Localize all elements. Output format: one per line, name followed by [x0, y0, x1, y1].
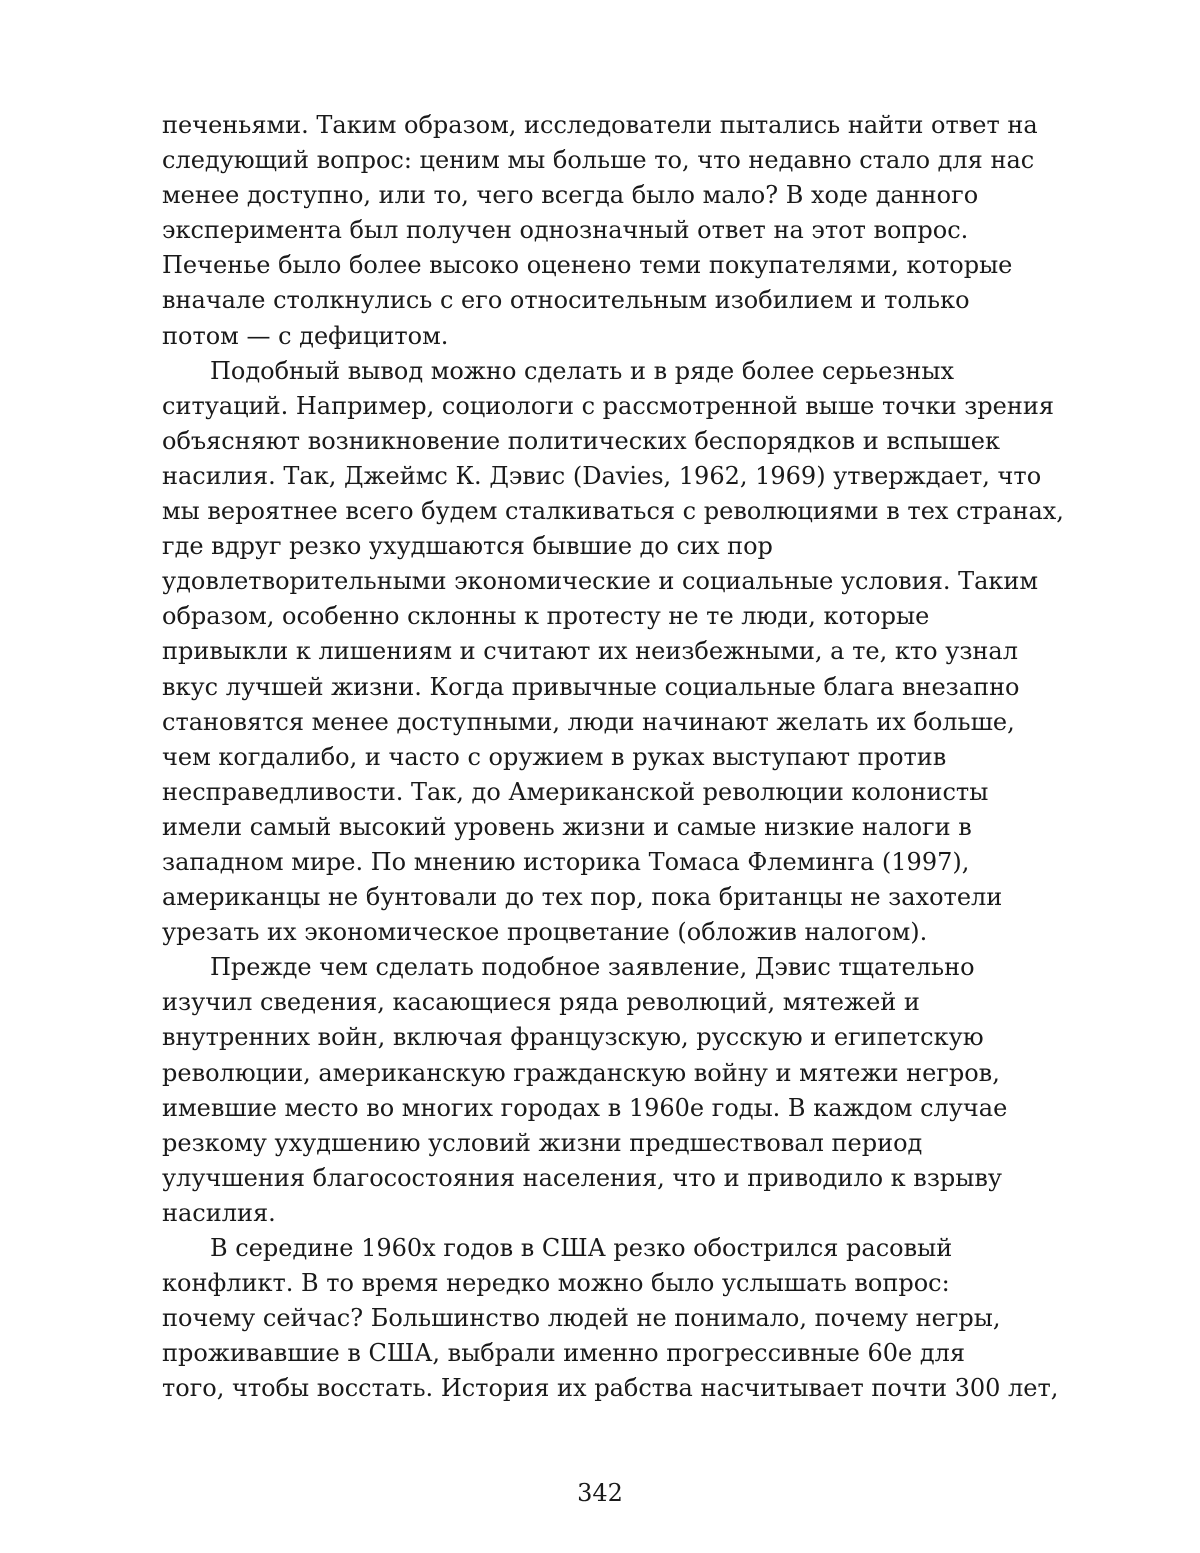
text-line: почему сейчас? Большинство людей не понимало, почему негры,	[162, 1304, 1001, 1333]
text-line: западном мире. По мнению историка Томаса Флеминга (1997),	[162, 847, 970, 876]
text-line: проживавшие в США, выбрали именно прогрессивные 60е для	[162, 1339, 966, 1368]
text-line: менее доступно, или то, чего всегда было мало? В ходе данного	[162, 181, 979, 210]
page-number: 342	[577, 1479, 623, 1507]
text-line: американцы не бунтовали до тех пор, пока британцы не захотели	[162, 883, 1003, 912]
text-line: где вдруг резко ухудшаются бывшие до сих пор	[162, 532, 773, 561]
text-line: того, чтобы восстать. История их рабства насчитывает почти 300 лет,	[162, 1374, 1059, 1403]
text-line: привыкли к лишениям и считают их неизбежными, а те, кто узнал	[162, 637, 1018, 666]
text-line: Подобный вывод можно сделать и в ряде более серьезных	[210, 356, 955, 385]
text-line: мы вероятнее всего будем сталкиваться с революциями в тех странах,	[162, 497, 1064, 526]
text-line: эксперимента был получен однозначный ответ на этот вопрос.	[162, 216, 969, 245]
text-line: улучшения благосостояния населения, что и приводило к взрыву	[162, 1163, 1002, 1192]
text-line: изучил сведения, касающиеся ряда революций, мятежей и	[162, 988, 920, 1017]
text-line: объясняют возникновение политических беспорядков и вспышек	[162, 426, 1000, 455]
text-line: имели самый высокий уровень жизни и самые низкие налоги в	[162, 812, 972, 841]
text-line: имевшие место во многих городах в 1960е годы. В каждом случае	[162, 1093, 1008, 1122]
text-line: революции, американскую гражданскую войну и мятежи негров,	[162, 1058, 1000, 1087]
text-line: В середине 1960х годов в США резко обострился расовый	[210, 1234, 953, 1262]
text-line: конфликт. В то время нередко можно было услышать вопрос:	[162, 1269, 950, 1298]
text-line: вначале столкнулись с его относительным изобилием и только	[162, 286, 970, 315]
text-line: вкус лучшей жизни. Когда привычные социальные блага внезапно	[162, 672, 1020, 701]
body-text	[162, 108, 1122, 1406]
text-line: внутренних войн, включая французскую, русскую и египетскую	[162, 1023, 984, 1052]
text-line: урезать их экономическое процветание (обложив налогом).	[162, 918, 928, 947]
text-line: резкому ухудшению условий жизни предшествовал период	[162, 1128, 923, 1157]
text-line: несправедливости. Так, до Американской революции колонисты	[162, 777, 989, 806]
text-line: образом, особенно склонны к протесту не те люди, которые	[162, 602, 930, 631]
text-line: потом — с дефицитом.	[162, 321, 449, 350]
text-line: Прежде чем сделать подобное заявление, Дэвис тщательно	[210, 953, 975, 982]
text-line: печеньями. Таким образом, исследователи пытались найти ответ на	[162, 111, 1038, 139]
text-line: удовлетворительными экономические и социальные условия. Таким	[162, 567, 1039, 596]
text-line: Печенье было более высоко оценено теми покупателями, которые	[162, 251, 1013, 280]
text-line: чем когдалибо, и часто с оружием в руках выступают против	[162, 742, 947, 771]
text-line: насилия. Так, Джеймс К. Дэвис (Davies, 1962, 1969) утверждает, что	[162, 461, 1042, 490]
text-line: насилия.	[162, 1198, 276, 1227]
text-line: становятся менее доступными, люди начинают желать их больше,	[162, 707, 1015, 736]
text-line: следующий вопрос: ценим мы больше то, что недавно стало для нас	[162, 146, 1035, 175]
text-line: ситуаций. Например, социологи с рассмотренной выше точки зрения	[162, 391, 1054, 420]
